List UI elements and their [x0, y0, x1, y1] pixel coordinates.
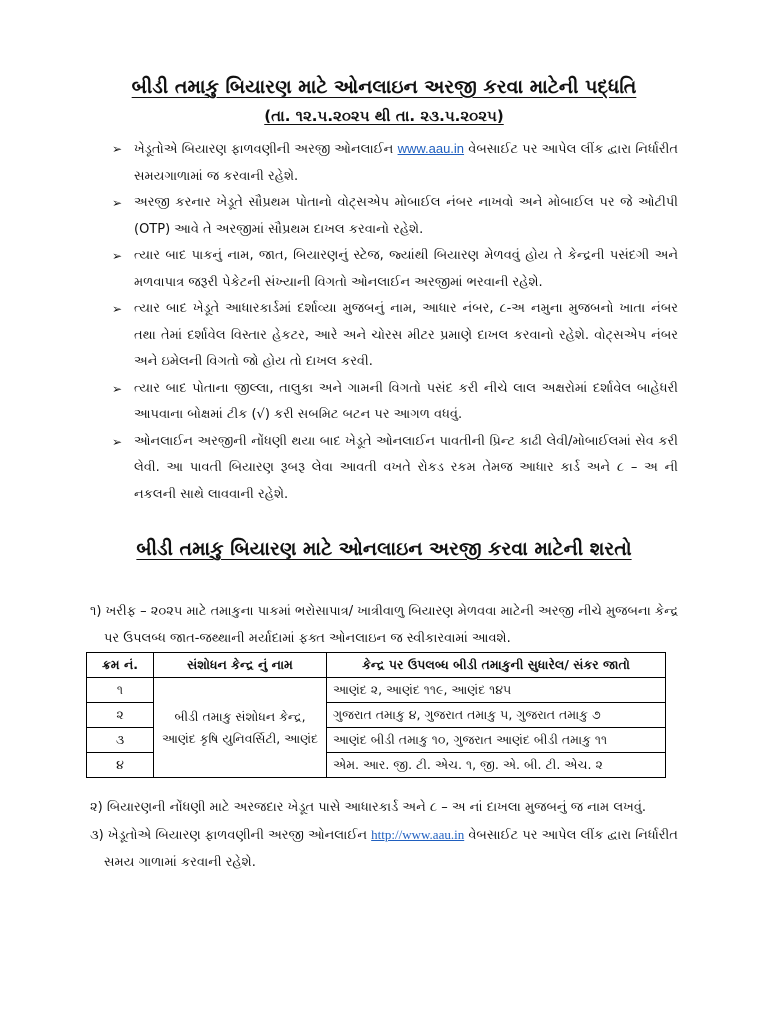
aau-http-link[interactable]: http://www.aau.in [371, 827, 465, 842]
procedure-steps [112, 136, 678, 508]
varieties-cell: એમ. આર. જી. ટી. એચ. ૧, જી. એ. બી. ટી. એચ. ૨ [327, 753, 666, 778]
serial-no-cell: ૨ [87, 703, 154, 728]
arrow-bullet-icon: ➢ [112, 434, 123, 449]
table-header-row [87, 653, 666, 678]
conditions-title: બીડી તમાકુ બિયારણ માટે ઓનલાઇન અરજી કરવા માટેની શરતો [136, 538, 632, 560]
procedure-step: ➢ ત્યાર બાદ પોતાના જીલ્લા, તાલુકા અને ગામની વિગતો પસંદ કરી નીચે લાલ અક્ષરોમાં દર્શાવેલ બાહેધરી આપવાના બોક્ષમાં ટીક (√) કરી સબમિટ બટન પર આગળ વધવું. [112, 376, 678, 429]
procedure-step: ➢ ઓનલાઈન અરજીની નોંધણી થયા બાદ ખેડૂતે ઓનલાઈન પાવતીની પ્રિન્ટ કાઢી લેવી/મોબાઈલમાં સેવ કરી લેવી. આ પાવતી બિયારણ રૂબરૂ લેવા આવતી વખતે રોકડ રકમ તેમજ આધાર કાર્ડ અને ૮ – અ ની નકલની સાથે લાવવાની રહેશે. [112, 429, 678, 509]
arrow-bullet-icon: ➢ [112, 196, 123, 210]
header-center-name: સંશોધન કેન્દ્ર નું નામ [154, 653, 327, 678]
procedure-step: ➢ ત્યાર બાદ પાકનું નામ, જાત, બિયારણનું સ્ટેજ, જ્યાંથી બિયારણ મેળવવું હોય તે કેન્દ્રની પસંદગી અને મળવાપાત્ર જરૂરી પેકેટની સંખ્યાની વિગતો ઓનલાઈન અરજીમાં ભરવાની રહેશે. [112, 243, 678, 296]
procedure-step: ➢ અરજી કરનાર ખેડૂતે સૌપ્રથમ પોતાનો વોટ્સએપ મોબાઈલ નંબર નાખવો અને મોબાઈલ પર જે ઓટીપી (OTP) આવે તે અરજીમાં સૌપ્રથમ દાખલ કરવાનો રહેશે. [112, 190, 678, 243]
header-serial-no: ક્રમ નં. [87, 653, 154, 678]
serial-no-cell: ૩ [87, 728, 154, 753]
table-row [87, 678, 666, 703]
center-name-cell: બીડી તમાકુ સંશોધન કેન્દ્ર, આણંદ કૃષિ યુનિવર્સિટી, આણંદ [154, 678, 327, 778]
varieties-cell: આણંદ ૨, આણંદ ૧૧૯, આણંદ ૧૪૫ [327, 678, 666, 703]
condition-2: ૨) બિયારણની નોંધણી માટે અરજદાર ખેડૂત પાસે આધારકાર્ડ અને ૮ – અ નાં દાખલા મુજબનું જ નામ લખવું. [90, 800, 647, 815]
procedure-title: બીડી તમાકુ બિયારણ માટે ઓનલાઇન અરજી કરવા માટેની પદ્ધતિ [131, 76, 637, 98]
arrow-bullet-icon: ➢ [112, 381, 123, 396]
procedure-step: ➢ ખેડૂતોએ બિયારણ ફાળવણીની અરજી ઓનલાઈન www.aau.in વેબસાઈટ પર આપેલ લીંક દ્વારા નિર્ધારીત સમયગાળામાં જ કરવાની રહેશે. [112, 136, 678, 190]
varieties-cell: આણંદ બીડી તમાકુ ૧૦, ગુજરાત આણંદ બીડી તમાકુ ૧૧ [327, 728, 666, 753]
arrow-bullet-icon: ➢ [112, 302, 123, 316]
serial-no-cell: ૪ [87, 753, 154, 778]
date-range: (તા. ૧૨.૫.૨૦૨૫ થી તા. ૨૩.૫.૨૦૨૫) [264, 107, 504, 125]
condition-3: ૩) ખેડૂતોએ બિયારણ ફાળવણીની અરજી ઓનલાઈન http://www.aau.in વેબસાઈટ પર આપેલ લીંક દ્વારા નિર્ધારીત સમય ગાળામાં કરવાની રહેશે. [90, 827, 678, 870]
serial-no-cell: ૧ [87, 678, 154, 703]
arrow-bullet-icon: ➢ [112, 249, 123, 263]
aau-website-link[interactable]: www.aau.in [397, 141, 465, 156]
procedure-step: ➢ ત્યાર બાદ ખેડૂતે આધારકાર્ડમાં દર્શાવ્યા મુજબનું નામ, આધાર નંબર, ૮-અ નમુના મુજબનો ખાતા નંબર તથા તેમાં દર્શાવેલ વિસ્તાર હેકટર, આરે અને ચોરસ મીટર પ્રમાણે દાખલ કરવાનો રહેશે. વોટ્સએપ નંબર અને ઇમેલની વિગતો જો હોય તો દાખલ કરવી. [112, 296, 678, 376]
arrow-bullet-icon: ➢ [112, 142, 123, 156]
varieties-cell: ગુજરાત તમાકુ ૪, ગુજરાત તમાકુ ૫, ગુજરાત તમાકુ ૭ [327, 703, 666, 728]
header-varieties: કેન્દ્ર પર ઉપલબ્ધ બીડી તમાકુની સુધારેલ/ સંકર જાતો [327, 653, 666, 678]
condition-1: ૧) ખરીફ – ૨૦૨૫ માટે તમાકુના પાકમાં ભરોસાપાત્ર/ ખાત્રીવાળુ બિયારણ મેળવવા માટેની અરજી નીચે મુજબના કેન્દ્ર પર ઉપલબ્ધ જાત-જથ્થાની મર્યાદામાં ફક્ત ઓનલાઇન જ સ્વીકારવામાં આવશે. [90, 604, 679, 646]
variety-table [86, 652, 666, 778]
conditions-2-3 [90, 794, 680, 876]
